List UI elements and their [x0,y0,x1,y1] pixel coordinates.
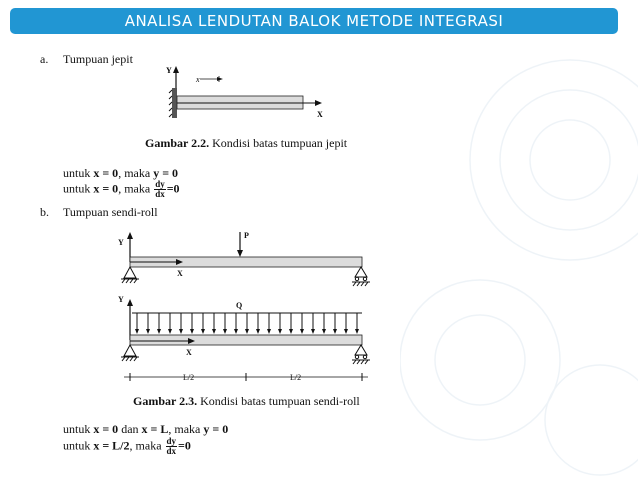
cond-y: y = 0 [203,422,229,436]
frac-den: dx [166,446,177,456]
fig1-y-label: Y [166,66,172,75]
cond-text: untuk [63,422,91,436]
cond-text: , maka [118,166,151,180]
figure-2-3-caption [133,394,360,409]
fig2-half2-label: L/2 [290,373,302,382]
cond-x: x = L/2 [93,438,130,453]
cond-text: , maka [118,181,151,196]
fig2-x2-label: X [186,348,192,357]
cond-text: , maka [129,438,162,453]
fig2-y1-label: Y [118,238,124,247]
caption-number: Gambar 2.3. [133,394,198,408]
page-title: ANALISA LENDUTAN BALOK METODE INTEGRASI [124,12,504,30]
frac-num: dy [155,179,165,189]
fig2-q-label: Q [236,301,243,310]
condition-b1 [63,422,228,437]
fig2-y2-label: Y [118,295,124,304]
section-a-title: Tumpuan jepit [63,52,133,66]
cond-text: untuk [63,181,91,196]
fig2-half1-label: L/2 [183,373,195,382]
cond-x: x = 0 [93,181,119,196]
section-b-marker: b. [40,205,49,219]
section-b-title: Tumpuan sendi-roll [63,205,158,219]
cond-rhs: =0 [178,438,191,453]
fig2-x1-label: X [177,269,183,278]
cond-text: untuk [63,166,91,180]
cond-text: , maka [168,422,201,436]
frac-num: dy [166,436,177,446]
caption-text: Kondisi batas tumpuan jepit [212,136,348,150]
cond-x: x = 0 [93,422,119,436]
cond-x: x = 0 [93,166,119,180]
cond-x: x = L [141,422,169,436]
cond-text: dan [121,422,139,436]
cond-rhs: =0 [166,181,180,196]
derivative-fraction [166,437,178,456]
condition-b2 [63,437,191,456]
fig1-x-axis-label: X [317,110,323,119]
section-a-marker: a. [40,52,49,66]
frac-den: dx [155,189,165,199]
fig2-p-label: P [244,231,249,240]
caption-number: Gambar 2.2. [145,136,210,150]
fig1-x-dim-label: x [196,75,200,84]
caption-text: Kondisi batas tumpuan sendi-roll [200,394,360,408]
cond-y: y = 0 [153,166,179,180]
cond-text: untuk [63,438,91,453]
